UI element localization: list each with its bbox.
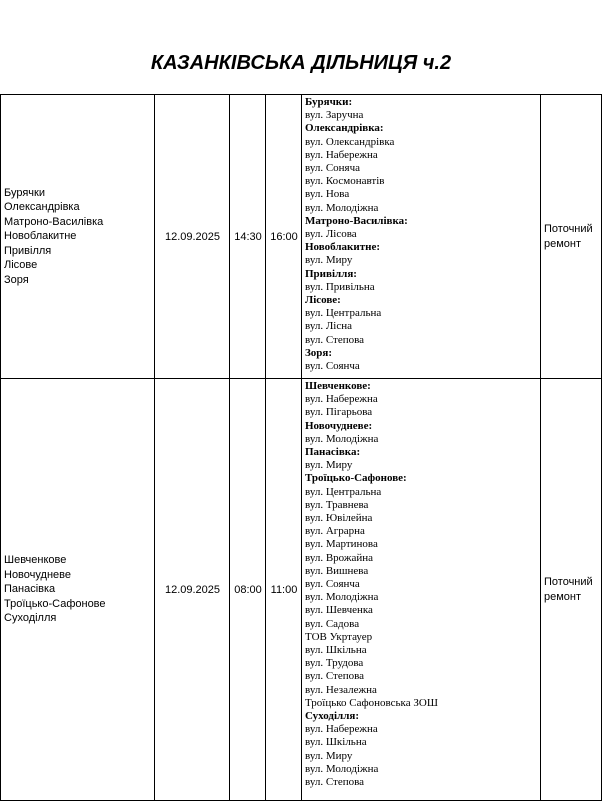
settlement-heading: Шевченкове:	[305, 380, 371, 392]
street-name: ТОВ Укртауер	[305, 630, 373, 643]
street-name: вул. Заручна	[305, 109, 364, 122]
village-name: Панасівка	[4, 583, 56, 596]
street-name: вул. Пігарьова	[305, 406, 373, 419]
page-title: КАЗАНКІВСЬКА ДІЛЬНИЦЯ ч.2	[150, 52, 452, 74]
street-name: вул. Ювілейна	[305, 512, 373, 525]
village-name: Шевченкове	[4, 554, 67, 567]
village-name: Матроно-Василівка	[4, 215, 104, 228]
settlement-heading: Суходілля:	[305, 710, 360, 723]
end-time-cell: 11:00	[266, 379, 302, 801]
settlement-heading: Троїцько-Сафонове:	[305, 472, 407, 485]
street-name: вул. Центральна	[305, 485, 382, 498]
street-name: вул. Привільна	[305, 280, 375, 293]
street-name: вул. Незалежна	[305, 683, 377, 696]
settlement-heading: Новочудневе:	[305, 419, 373, 432]
street-name: вул. Нова	[305, 188, 350, 201]
village-name: Привілля	[4, 244, 52, 257]
date-cell: 12.09.2025	[155, 379, 230, 801]
village-name: Новоблакитне	[4, 230, 77, 243]
street-name: вул. Набережна	[305, 723, 378, 736]
villages-cell	[1, 95, 155, 379]
note-text: Поточний	[544, 223, 593, 236]
streets-cell	[302, 379, 541, 801]
street-name: вул. Трудова	[305, 657, 364, 670]
settlement-heading: Матроно-Василівка:	[305, 214, 408, 227]
village-name: Олександрівка	[4, 201, 80, 214]
street-name: вул. Врожайна	[305, 551, 374, 564]
street-name: вул. Травнева	[305, 498, 369, 511]
street-name: вул. Молодіжна	[305, 432, 379, 445]
note-text: ремонт	[544, 237, 582, 250]
street-name: вул. Молодіжна	[305, 762, 379, 775]
street-name: вул. Степова	[305, 776, 365, 789]
street-name: вул. Мартинова	[305, 538, 378, 551]
street-name: вул. Миру	[305, 459, 353, 472]
street-name: вул. Соянча	[305, 578, 360, 591]
street-name: вул. Миру	[305, 254, 353, 267]
settlement-heading: Олександрівка:	[305, 122, 384, 135]
street-name: вул. Миру	[305, 749, 353, 762]
table-row	[1, 379, 602, 801]
street-name: вул. Лісова	[305, 228, 357, 241]
village-name: Троїцько-Сафонове	[4, 597, 106, 610]
note-text: ремонт	[544, 590, 582, 603]
street-name: вул. Олександрівка	[305, 135, 395, 148]
table-row	[1, 95, 602, 379]
street-name: вул. Набережна	[305, 148, 378, 161]
street-name: вул. Шкільна	[305, 736, 367, 749]
street-name: вул. Шкільна	[305, 644, 367, 657]
street-name: вул. Центральна	[305, 307, 382, 320]
streets-cell	[302, 95, 541, 379]
note-cell	[541, 379, 602, 801]
street-name: вул. Соянча	[305, 360, 360, 373]
village-name: Бурячки	[4, 187, 45, 200]
street-name: вул. Молодіжна	[305, 591, 379, 604]
street-name: вул. Степова	[305, 333, 365, 346]
street-name: вул. Вишнева	[305, 564, 369, 577]
street-name: вул. Аграрна	[305, 525, 365, 538]
villages-cell	[1, 379, 155, 801]
schedule-table	[0, 94, 602, 801]
end-time-cell: 16:00	[266, 95, 302, 379]
settlement-heading: Панасівка:	[305, 446, 361, 459]
street-name: вул. Космонавтів	[305, 175, 385, 188]
village-name: Суходілля	[4, 612, 57, 625]
start-time-cell: 08:00	[230, 379, 266, 801]
schedule-body	[1, 95, 602, 801]
village-name: Зоря	[4, 273, 29, 286]
street-name: вул. Лісна	[305, 320, 352, 333]
street-name: вул. Соняча	[305, 162, 361, 175]
settlement-heading: Бурячки:	[305, 96, 353, 108]
settlement-heading: Лісове:	[305, 294, 341, 307]
start-time-cell: 14:30	[230, 95, 266, 379]
note-text: Поточний	[544, 576, 593, 589]
settlement-heading: Зоря:	[305, 346, 333, 359]
village-name: Новочудневе	[4, 568, 71, 581]
settlement-heading: Новоблакитне:	[305, 241, 381, 254]
street-name: вул. Садова	[305, 617, 360, 630]
street-name: вул. Молодіжна	[305, 201, 379, 214]
note-cell	[541, 95, 602, 379]
settlement-heading: Привілля:	[305, 267, 357, 280]
street-name: вул. Степова	[305, 670, 365, 683]
village-name: Лісове	[4, 259, 38, 272]
date-cell: 12.09.2025	[155, 95, 230, 379]
street-name: Троїцько Сафоновська ЗОШ	[305, 696, 438, 709]
street-name: вул. Шевченка	[305, 604, 373, 617]
street-name: вул. Набережна	[305, 393, 378, 406]
